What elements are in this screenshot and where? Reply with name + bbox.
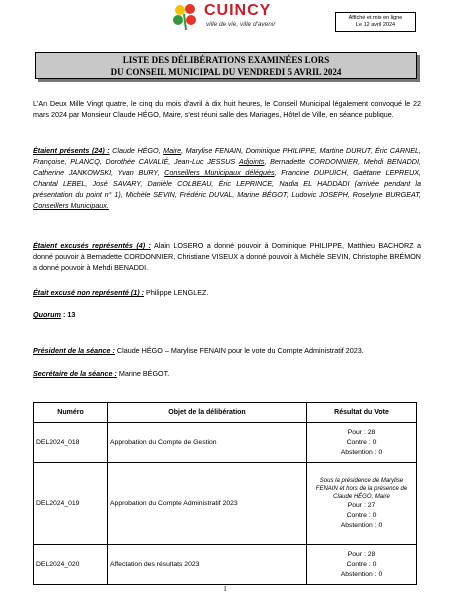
page-number: 1 — [223, 585, 227, 593]
vote-pour: Pour : 27 — [347, 501, 376, 509]
intro-paragraph: L'An Deux Mille Vingt quatre, le cinq du mois d'avril à dix huit heures, le Conseil Municipal légalement convoqué le 22 mars 2024 par Monsieur Claude HÉGO, Maire, s'est réuni salle des Mariages, Hôtel de Ville, en séance publique. — [33, 99, 421, 119]
vote-contre: Contre : 0 — [346, 560, 377, 568]
vote-note: Sous la présidence de Marylise FENAIN et hors de la présence de Claude HÉGO, Maire — [315, 477, 408, 500]
table-row — [34, 423, 417, 463]
quorum-value: 13 — [67, 310, 76, 319]
presents-text-4: , Francine DUPUICH, Gaëtane LEPREUX, Chantal LEBEL, José SAVARY, Danièle COLBEAU, Éric LEPRINCE, Nadia EL HADDADI (arrivée pendant la présentation du point n° 1), Michèle SEVIN, Frédéric DUVAL, Marine BÉGOT, Ludovic JOSEPH, Roselyne BURGEAT, — [33, 168, 421, 199]
presents-adjoints: Adjoints — [238, 157, 265, 166]
quorum-label: Quorum — [33, 310, 61, 319]
presents-text-2: , Marylise FENAIN, Dominique PHILIPPE, Martine DURUT, Éric CARNEL, Françoise, PLANCQ, Dorothée CAVALIÉ, Jean-Luc JESSUS — [33, 146, 421, 166]
vote-contre: Contre : 0 — [346, 438, 377, 446]
table-row — [34, 545, 417, 585]
non-represente-label: Était excusé non représenté (1) : — [33, 288, 145, 297]
cuincy-logo — [170, 2, 290, 32]
logo-flower-icon — [170, 2, 202, 32]
president-paragraph — [33, 345, 421, 356]
excuses-text: Alain LOSERO a donné pouvoir à Dominique PHILIPPE, Matthieu BACHORZ a donné pouvoir à Bernadette CORDONNIER, Christiane VISEUX a donné pouvoir à Michèle SEVIN, Christophe BRÉMON a donné pouvoir à Mehdi BENADDI. — [33, 241, 421, 272]
vote-pour: Pour : 28 — [347, 428, 376, 436]
presents-text-3: , Bernadette CORDONNIER, Mehdi BENADDI, Catherine JANKOWSKI, Yvan BURY, — [33, 157, 421, 177]
header-resultat: Résultat du Vote — [307, 403, 417, 423]
president-text: Claude HÉGO – Marylise FENAIN pour le vote du Compte Administratif 2023. — [116, 346, 364, 355]
deliberations-table — [33, 402, 417, 585]
presents-paragraph — [33, 145, 421, 211]
stamp-line1: Affiché et mis en ligne — [348, 15, 403, 21]
excuses-paragraph — [33, 240, 421, 273]
row-objet: Affectation des résultats 2023 — [108, 545, 307, 585]
table-row — [34, 463, 417, 545]
presents-maire: Maire — [163, 146, 182, 155]
publication-stamp — [335, 12, 416, 32]
excuses-label: Étaient excusés représentés (4) : — [33, 241, 151, 250]
secretaire-line — [33, 368, 421, 379]
row-objet: Approbation du Compte de Gestion — [108, 423, 307, 463]
secretaire-text: Marine BÉGOT. — [118, 369, 170, 378]
secretaire-label: Secrétaire de la séance : — [33, 369, 117, 378]
presents-cm: Conseillers Municipaux. — [33, 201, 109, 210]
vote-abstention: Abstention : 0 — [340, 448, 383, 456]
header-numero: Numéro — [34, 403, 108, 423]
logo-name: CUINCY — [204, 2, 272, 19]
stamp-line2: Le 12 avril 2024 — [355, 22, 396, 28]
title-line1: LISTE DES DÉLIBÉRATIONS EXAMINÉES LORS — [122, 55, 330, 65]
row-numero: DEL2024_019 — [34, 463, 108, 545]
row-resultat — [307, 423, 417, 463]
president-label: Président de la séance : — [33, 346, 115, 355]
vote-contre: Contre : 0 — [346, 511, 377, 519]
header-objet: Objet de la délibération — [108, 403, 307, 423]
title-line2: DU CONSEIL MUNICIPAL DU VENDREDI 5 AVRIL 2024 — [110, 67, 342, 77]
row-resultat — [307, 545, 417, 585]
row-resultat — [307, 463, 417, 545]
table-header-row — [34, 403, 417, 423]
row-numero: DEL2024_018 — [34, 423, 108, 463]
non-represente-text: Philippe LENGLEZ. — [146, 288, 209, 297]
vote-abstention: Abstention : 0 — [340, 521, 383, 529]
vote-abstention: Abstention : 0 — [340, 570, 383, 578]
quorum-sep: : — [60, 310, 66, 319]
non-represente-paragraph — [33, 287, 421, 298]
quorum-line — [33, 309, 421, 320]
vote-pour: Pour : 28 — [347, 550, 376, 558]
presents-text-1: Claude HÉGO, — [112, 146, 161, 155]
presents-label: Étaient présents (24) : — [33, 146, 110, 155]
document-title — [35, 52, 417, 79]
logo-slogan: ville de vie, ville d'avenir — [206, 21, 276, 28]
row-objet: Approbation du Compte Administratif 2023 — [108, 463, 307, 545]
presents-cmd: Conseillers Municipaux délégués — [164, 168, 275, 177]
row-numero: DEL2024_020 — [34, 545, 108, 585]
